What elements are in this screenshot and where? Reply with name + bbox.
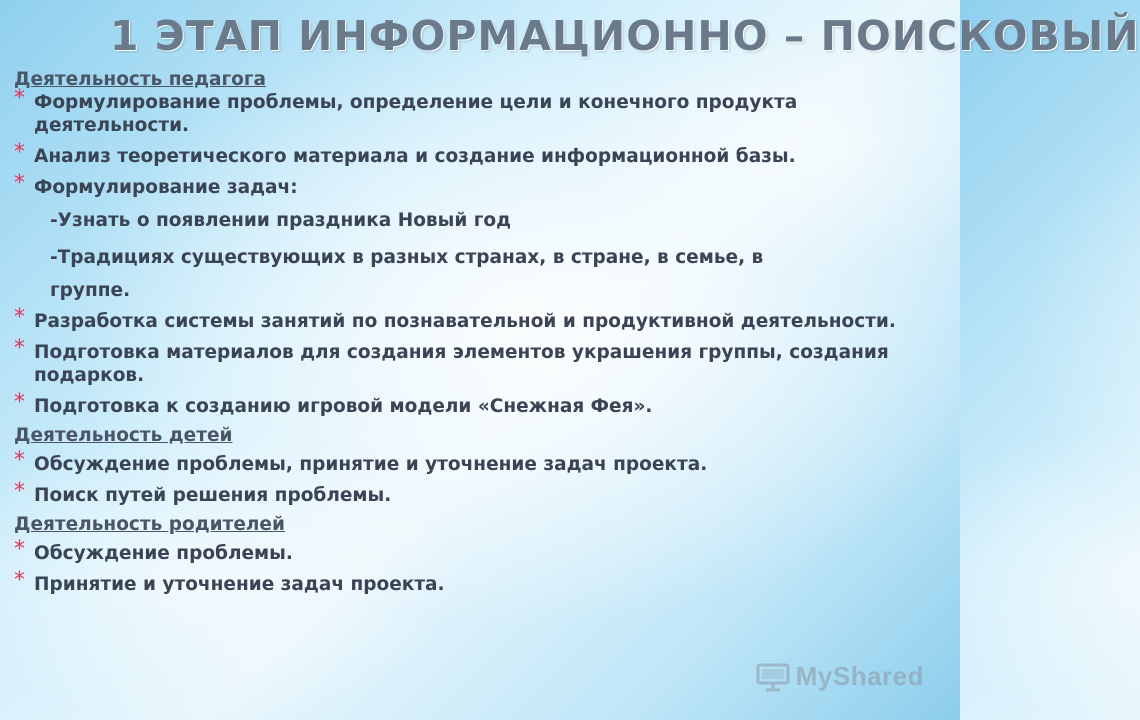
list-item: * Принятие и уточнение задач проекта. bbox=[14, 568, 445, 595]
list-item: * Поиск путей решения проблемы. bbox=[14, 479, 392, 506]
bullet-star-icon: * bbox=[14, 86, 25, 111]
bullet-star-icon: * bbox=[14, 336, 25, 361]
logo-text: MyShared bbox=[795, 661, 924, 691]
sub-item: группе. bbox=[50, 280, 131, 301]
watermark-logo bbox=[756, 661, 924, 692]
bullet-star-icon: * bbox=[14, 390, 25, 415]
list-item: * Подготовка к созданию игровой модели «Снежная Фея». bbox=[14, 390, 653, 417]
bullet-star-icon: * bbox=[14, 479, 25, 504]
section-heading-parents: Деятельность родителей bbox=[14, 514, 285, 535]
bullet-star-icon: * bbox=[14, 448, 25, 473]
bullet-star-icon: * bbox=[14, 305, 25, 330]
bullet-star-icon: * bbox=[14, 537, 25, 562]
list-item: * Обсуждение проблемы, принятие и уточнение задач проекта. bbox=[14, 448, 708, 475]
sub-item: -Узнать о появлении праздника Новый год bbox=[50, 210, 512, 231]
section-heading-teacher: Деятельность педагога bbox=[14, 69, 267, 90]
presentation-board-icon bbox=[756, 662, 790, 692]
sub-item: -Традициях существующих в разных странах, в стране, в семье, в bbox=[50, 247, 764, 268]
bullet-star-icon: * bbox=[14, 140, 25, 165]
list-item: * Разработка системы занятий по познавательной и продуктивной деятельности. bbox=[14, 305, 896, 332]
list-item: * Формулирование задач: bbox=[14, 171, 298, 198]
slide-title: 1 ЭТАП ИНФОРМАЦИОННО – ПОИСКОВЫЙ bbox=[110, 12, 1140, 60]
bullet-star-icon: * bbox=[14, 171, 25, 196]
list-item: * Обсуждение проблемы. bbox=[14, 537, 293, 564]
list-item: * Подготовка материалов для создания элементов украшения группы, создания подарков. bbox=[14, 336, 889, 386]
section-heading-children: Деятельность детей bbox=[14, 425, 233, 446]
bullet-star-icon: * bbox=[14, 568, 25, 593]
list-item: * Формулирование проблемы, определение цели и конечного продукта деятельности. bbox=[14, 86, 798, 136]
list-item: * Анализ теоретического материала и создание информационной базы. bbox=[14, 140, 796, 167]
slide-content bbox=[14, 68, 944, 596]
